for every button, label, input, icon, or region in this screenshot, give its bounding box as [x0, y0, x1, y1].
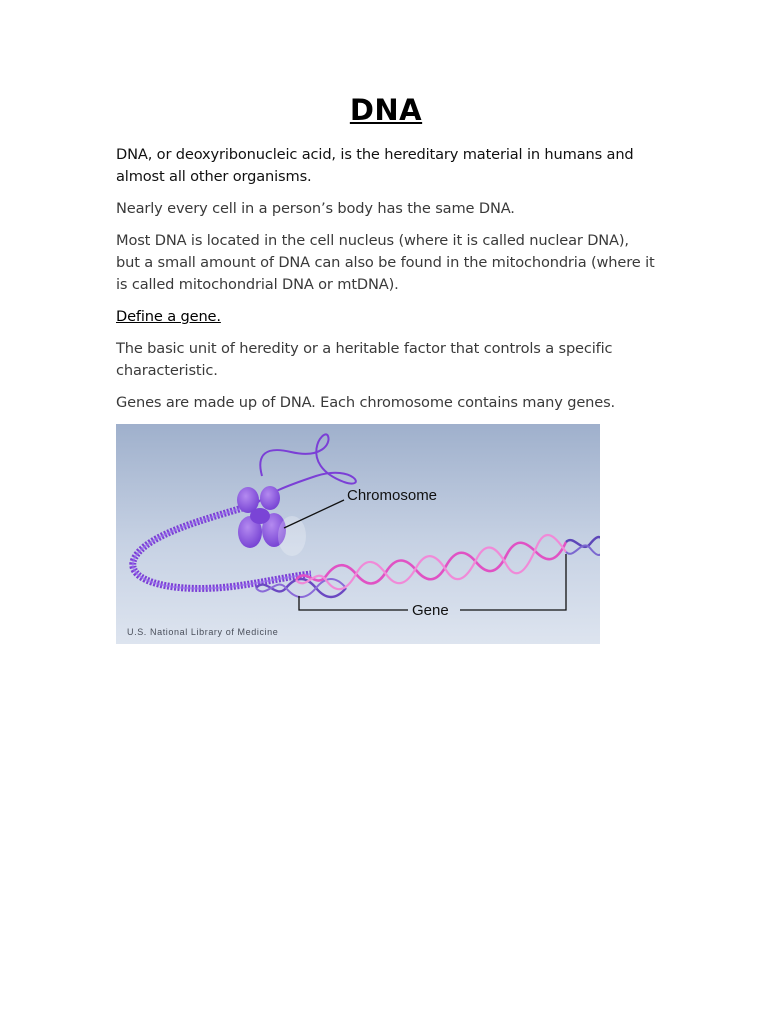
chromosome-label: Chromosome — [347, 487, 438, 504]
image-credit: U.S. National Library of Medicine — [127, 627, 279, 637]
illustration-svg — [116, 424, 600, 644]
chromosome-gene-illustration — [116, 424, 600, 644]
page-title: DNA — [349, 93, 423, 127]
section-heading-gene: Define a gene. — [116, 308, 221, 325]
gene-definition: The basic unit of heredity or a heritable factor that controls a specific characteristic. — [116, 340, 613, 379]
paragraph-same-dna: Nearly every cell in a person’s body has the same DNA. — [116, 200, 515, 217]
document-body — [116, 90, 656, 424]
paragraph-genes-dna: Genes are made up of DNA. Each chromosome contains many genes. — [116, 394, 616, 411]
gene-label: Gene — [412, 602, 449, 619]
paragraph-dna-location: Most DNA is located in the cell nucleus (where it is called nuclear DNA), but a small amount of DNA can also be found in the mitochondria (where it is called mitochondrial DNA or mtDNA). — [116, 232, 655, 293]
intro-paragraph: DNA, or deoxyribonucleic acid, is the hereditary material in humans and almost all other organisms. — [116, 146, 634, 185]
illustration-background — [116, 424, 600, 644]
